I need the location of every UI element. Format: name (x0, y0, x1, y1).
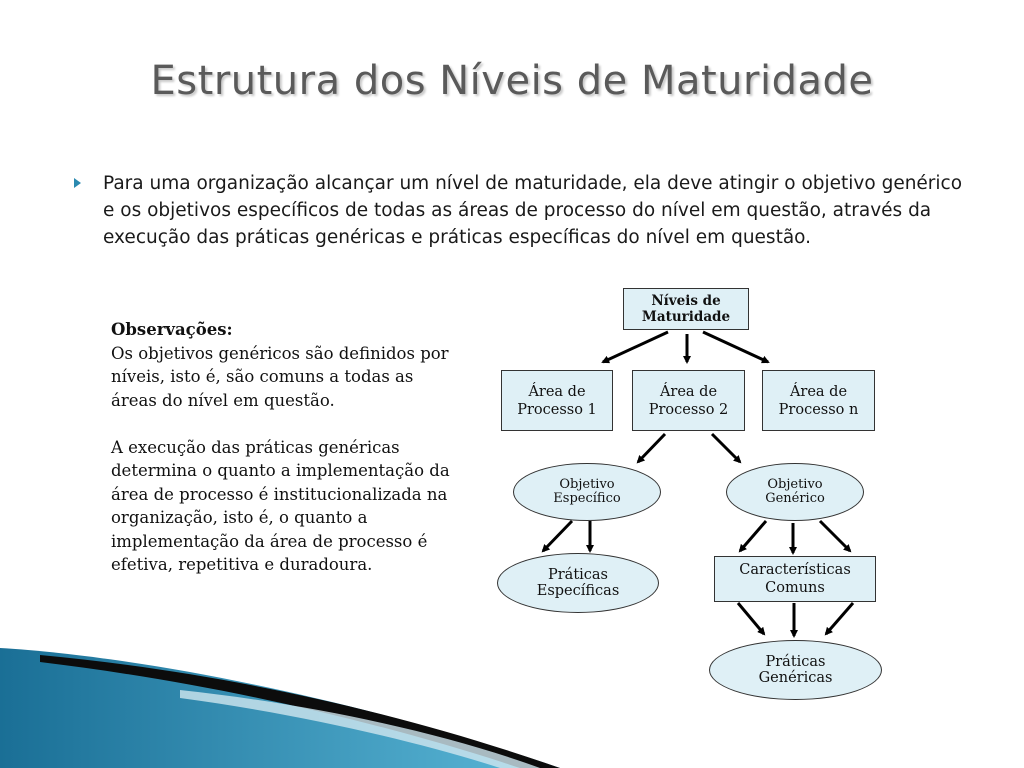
arrow-objetivo-generico-to-caracteristicas-1 (740, 521, 766, 551)
node-area-de-processo-1: Área de Processo 1 (501, 370, 613, 431)
observations-paragraph-1: Os objetivos genéricos são definidos por níveis, isto é, são comuns a todas as áreas do nível em questão. (111, 343, 449, 410)
node-caracteristicas-comuns: Características Comuns (714, 556, 876, 602)
bullet-text: Para uma organização alcançar um nível de maturidade, ela deve atingir o objetivo genérico e os objetivos específicos de todas as áreas de processo do nível em questão, através da execução das práticas genéricas e práticas específicas do nível em questão. (103, 173, 963, 248)
node-area-de-processo-n: Área de Processo n (762, 370, 875, 431)
node-objetivo-especifico: Objetivo Específico (513, 463, 661, 521)
arrow-caracteristicas-to-praticas-genericas-3 (826, 603, 853, 634)
arrow-objetivo-especifico-to-praticas-1 (543, 521, 572, 551)
observations-paragraph-2: A execução das práticas genéricas determina o quanto a implementação da área de processo é institucionalizada na organização, isto é, o quanto a implementação da área de processo é efetiva, repetitiva e duradoura. (111, 437, 450, 574)
node-niveis-de-maturidade: Níveis de Maturidade (623, 288, 749, 330)
arrow-area2-to-objetivo-especifico (638, 434, 665, 462)
arrow-area2-to-objetivo-generico (712, 434, 740, 462)
observations-heading: Observações: (111, 320, 233, 339)
arrow-caracteristicas-to-praticas-genericas-1 (738, 603, 764, 634)
node-praticas-especificas: Práticas Específicas (497, 553, 659, 613)
node-area-de-processo-2: Área de Processo 2 (632, 370, 745, 431)
node-objetivo-generico: Objetivo Genérico (726, 463, 864, 521)
page-title: Estrutura dos Níveis de Maturidade (150, 58, 874, 104)
arrow-top-to-arean (703, 332, 768, 362)
arrow-objetivo-generico-to-caracteristicas-3 (820, 521, 850, 551)
node-praticas-genericas: Práticas Genéricas (709, 640, 882, 700)
arrow-top-to-area1 (603, 332, 668, 362)
